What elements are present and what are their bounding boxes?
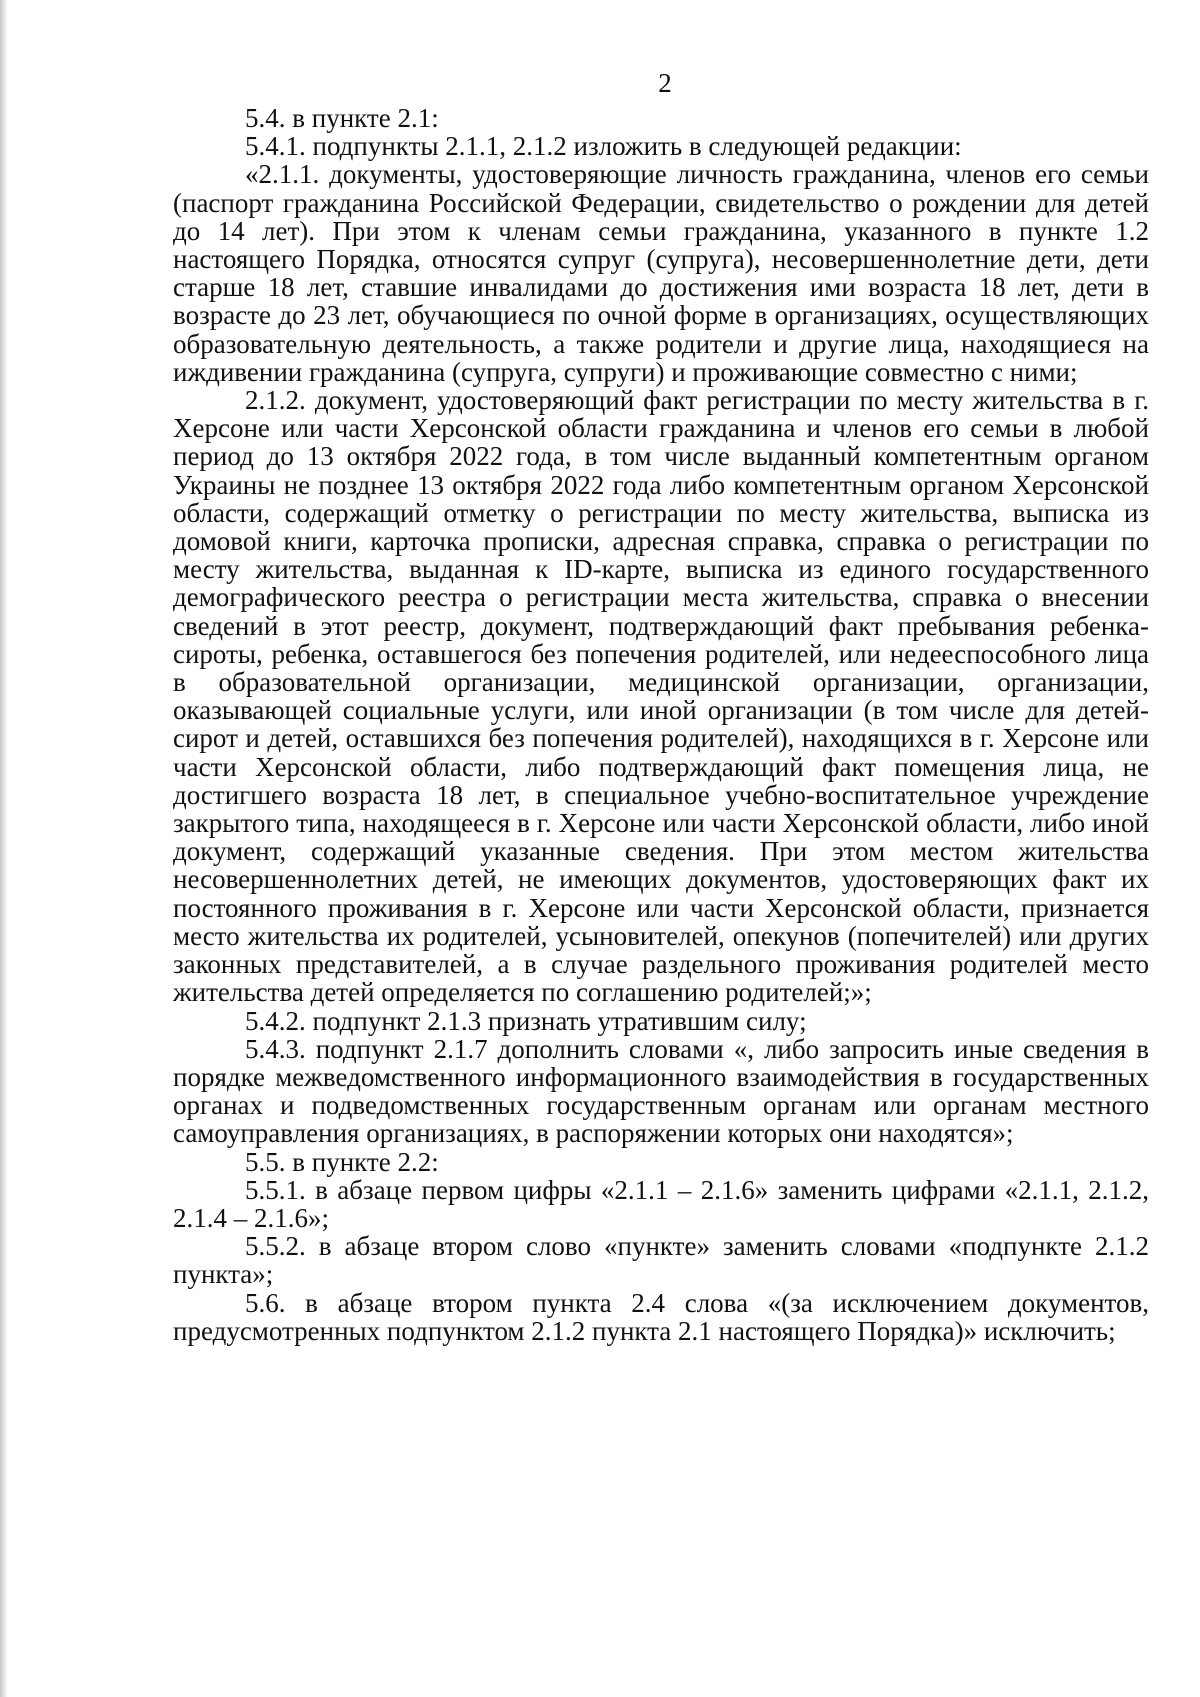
page-number: 2 bbox=[658, 68, 672, 98]
paragraph-5-4-2: 5.4.2. подпункт 2.1.3 признать утратившим силу; bbox=[245, 1005, 807, 1036]
paragraph-5-4-1: 5.4.1. подпункты 2.1.1, 2.1.2 изложить в следующей редакции: bbox=[245, 131, 962, 162]
paragraph-2-1-1: «2.1.1. документы, удостоверяющие личность гражданина, членов его семьи (паспорт гражданина Российской Федерации, свидетельство о рождении для детей до 14 лет). При этом к членам семьи гражданина, указанного в пункте 1.2 настоящего Порядка, относятся супруг (супруга), несовершеннолетние дети, дети старше 18 лет, ставшие инвалидами до достижения ими возраста 18 лет, дети в возрасте до 23 лет, обучающиеся по очной форме в организациях, осуществляющих образовательную деятельность, а также родители и другие лица, находящиеся на иждивении гражданина (супруга, супруги) и проживающие совместно с ними; bbox=[173, 159, 1149, 387]
paragraph-5-4: 5.4. в пункте 2.1: bbox=[245, 103, 439, 133]
paragraph-2-1-2: 2.1.2. документ, удостоверяющий факт регистрации по месту жительства в г. Херсоне или части Херсонской области гражданина и членов его семьи в любой период до 13 октября 2022 года, в том числе выданный компетентным органом Украины не позднее 13 октября 2022 года либо компетентным органом Херсонской области, содержащий отметку о регистрации по месту жительства, выписка из домовой книги, карточка прописки, адресная справка, справка о регистрации по месту жительства, выданная к ID-карте, выписка из единого государственного демографического реестра о регистрации места жительства, справка о внесении сведений в этот реестр, документ, подтверждающий факт пребывания ребенка-сироты, ребенка, оставшегося без попечения родителей, или недееспособного лица в образовательной организации, медицинской организации, организации, оказывающей социальные услуги, или иной организации (в том числе для детей-сирот и детей, оставшихся без попечения родителей), находящихся в г. Херсоне или части Херсонской области, либо подтверждающий факт помещения лица, не достигшего возраста 18 лет, в специальное учебно-воспитательное учреждение закрытого типа, находящееся в г. Херсоне или части Херсонской области, либо иной документ, содержащий указанные сведения. При этом местом жительства несовершеннолетних детей, не имеющих документов, удостоверяющих факт их постоянного проживания в г. Херсоне или части Херсонской области, признается место жительства их родителей, усыновителей, опекунов (попечителей) или других законных представителей, а в случае раздельного проживания родителей место жительства детей определяется по соглашению родителей;»; bbox=[173, 385, 1149, 1008]
paragraph-5-5: 5.5. в пункте 2.2: bbox=[245, 1146, 439, 1177]
page-edge-shadow bbox=[0, 0, 8, 1697]
paragraph-5-4-3: 5.4.3. подпункт 2.1.7 дополнить словами «, либо запросить иные сведения в порядке межведомственного информационного взаимодействия в государственных органах и подведомственных государственным органам или органам местного самоуправления организациях, в распоряжении которых они находятся»; bbox=[173, 1033, 1149, 1149]
paragraph-5-6: 5.6. в абзаце втором пункта 2.4 слова «(за исключением документов, предусмотренных подпунктом 2.1.2 пункта 2.1 настоящего Порядка)» исключить; bbox=[173, 1287, 1149, 1346]
paragraph-5-5-1: 5.5.1. в абзаце первом цифры «2.1.1 – 2.1.6» заменить цифрами «2.1.1, 2.1.2, 2.1.4 – 2.1.6»; bbox=[173, 1174, 1149, 1233]
document-body bbox=[173, 104, 1149, 1345]
paragraph-5-5-2: 5.5.2. в абзаце втором слово «пункте» заменить словами «подпункте 2.1.2 пункта»; bbox=[173, 1231, 1149, 1290]
